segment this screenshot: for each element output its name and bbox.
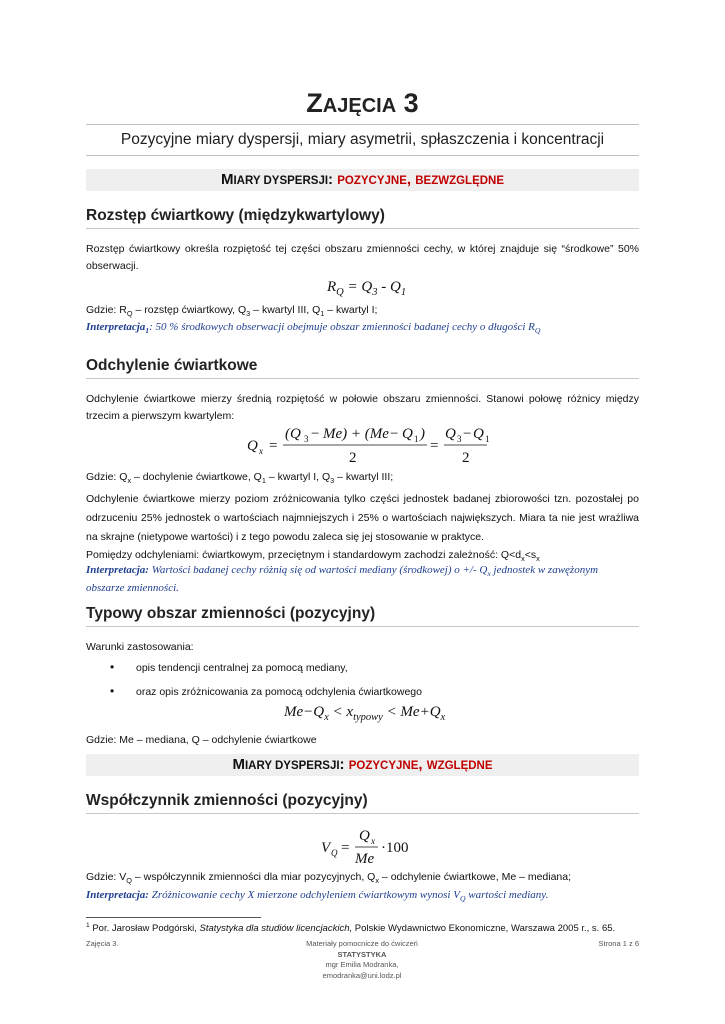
svg-text:Q: Q — [473, 426, 484, 442]
svg-text:=: = — [430, 438, 439, 454]
coefficient-where: Gdzie: $V_Q$ – współczynnik zmienności dla miar pozycyjnych, $Q_x$ – odchylenie ćwiartkowe, Me – mediana; — [86, 871, 572, 886]
interquartile-range-where: Gdzie: $R_Q$ – rozstęp ćwiartkowy, $Q_3$ – kwartyl III, $Q_1$ – kwartyl I; — [86, 304, 378, 319]
svg-text:=: = — [341, 840, 350, 856]
interquartile-range-text: Rozstęp ćwiartkowy określa rozpiętość tej części obszaru zmienności cechy, w której znajduje się “środkowe” 50% obserwacji. — [86, 243, 639, 272]
svg-text:Q: Q — [445, 426, 456, 442]
footer-page-number: Strona 1 z 6 — [598, 939, 639, 948]
deviation-relation: Pomiędzy odchyleniami: ćwiartkowym, przeciętnym i standardowym zachodzi zależność: $Q<d_x<s_x$ — [86, 549, 540, 564]
subtitle: Pozycyjne miary dyspersji, miary asymetrii, spłaszczenia i koncentracji — [120, 131, 605, 148]
footnote: $^1$ Por. Jarosław Podgórski, Statystyka dla studiów licencjackich, Polskie Wydawnictwo Ekonomiczne, Warszawa 2005 r., s. 65. — [86, 922, 616, 935]
quartile-deviation-formula — [247, 423, 490, 467]
svg-text:2: 2 — [349, 450, 357, 466]
interquartile-range-formula: $R_Q = Q_3 - Q_1$ — [327, 279, 407, 298]
svg-text:−: − — [463, 426, 472, 442]
svg-text:Q: Q — [247, 438, 258, 454]
interpretation-3: Interpretacja: Zróżnicowanie cechy X mierzone odchyleniem ćwiartkowym wynosi $V_Q$ wartości mediany. — [86, 889, 549, 904]
coefficient-of-variation-formula — [321, 826, 411, 868]
bullet-icon: • — [110, 684, 115, 698]
svg-text:3: 3 — [304, 434, 309, 444]
svg-text:): ) — [420, 426, 425, 442]
svg-text:Me: Me — [355, 851, 375, 867]
title-rule — [86, 124, 639, 125]
svg-text:3: 3 — [457, 434, 462, 444]
svg-text:Q: Q — [402, 426, 413, 442]
section-band-absolute: MIARY DYSPERSJI: POZYCYJNE, BEZWZGLĘDNE — [86, 169, 639, 191]
interpretation-2: Interpretacja: Wartości badanej cechy różnią się od wartości mediany (środkowej) o +/- $Q_x$ jednostek w zawężonym obszarze zmienności. — [86, 564, 599, 595]
subtitle-rule — [86, 155, 639, 156]
svg-text:x: x — [371, 836, 375, 846]
svg-text:x: x — [259, 446, 263, 456]
page-title: ZAJĘCIA 3 — [306, 88, 419, 118]
svg-text:·100: ·100 — [381, 840, 409, 856]
svg-text:=: = — [269, 438, 278, 454]
quartile-deviation-text: Odchylenie ćwiartkowe mierzy średnią rozpiętość w połowie obszaru zmienności. Stanowi połowę różnicy między trzecim a pierwszym kwartylem: — [86, 393, 639, 422]
svg-text:1: 1 — [485, 434, 490, 444]
typical-range-where: Gdzie: Me – mediana, Q – odchylenie ćwiartkowe — [86, 734, 317, 746]
heading-coefficient-of-variation: Współczynnik zmienności (pozycyjny) — [86, 792, 639, 814]
heading-typical-range: Typowy obszar zmienności (pozycyjny) — [86, 605, 639, 627]
heading-interquartile-range: Rozstęp ćwiartkowy (międzykwartylowy) — [86, 207, 639, 229]
bullet-icon: • — [110, 660, 115, 674]
svg-text:2: 2 — [462, 450, 470, 466]
svg-text:V: V — [321, 840, 331, 856]
svg-text:(Q: (Q — [285, 426, 301, 442]
footnote-rule — [86, 917, 261, 918]
interpretation-1: Interpretacja$_1$: 50 % środkowych obserwacji obejmuje obszar zmienności badanej cechy o długości $R_Q$ — [86, 321, 541, 336]
svg-text:−: − — [390, 426, 399, 442]
quartile-deviation-description: Odchylenie ćwiartkowe mierzy poziom zróżnicowania tylko części jednostek badanej zbiorowości tzn. pozostałej po odrzuceniu 25% jednostek o wartościach najmniejszych i 25% o wartościach największych. Miara ta nie jest wrażliwa na skrajne (nietypowe wartości) i z tego powodu zaleca się jej stosowanie w praktyce. — [86, 493, 639, 543]
typical-range-formula: $Me-Q_x < x_{typowy} < Me+Q_x$ — [284, 704, 446, 723]
svg-text:Q: Q — [331, 848, 338, 858]
footer-center: Materiały pomocnicze do ćwiczeń STATYSTYKA mgr Emilia Modranka, emodranka@uni.lodz.pl — [306, 939, 418, 980]
conditions-label: Warunki zastosowania: — [86, 641, 194, 653]
footer-left: Zajęcia 3. — [86, 939, 119, 948]
heading-quartile-deviation: Odchylenie ćwiartkowe — [86, 357, 639, 379]
svg-text:Q: Q — [359, 828, 370, 844]
list-item: • oraz opis zróżnicowania za pomocą odchylenia ćwiartkowego — [110, 684, 422, 698]
list-item: • opis tendencji centralnej za pomocą mediany, — [110, 660, 348, 674]
svg-text:1: 1 — [414, 434, 419, 444]
section-band-relative: MIARY DYSPERSJI: POZYCYJNE, WZGLĘDNE — [86, 754, 639, 776]
quartile-deviation-where: Gdzie: $Q_x$ – dochylenie ćwiartkowe, $Q_1$ – kwartyl I, $Q_3$ – kwartyl III; — [86, 471, 394, 486]
svg-text:−: − — [311, 426, 320, 442]
svg-text:Me) + (Me: Me) + (Me — [323, 426, 389, 442]
